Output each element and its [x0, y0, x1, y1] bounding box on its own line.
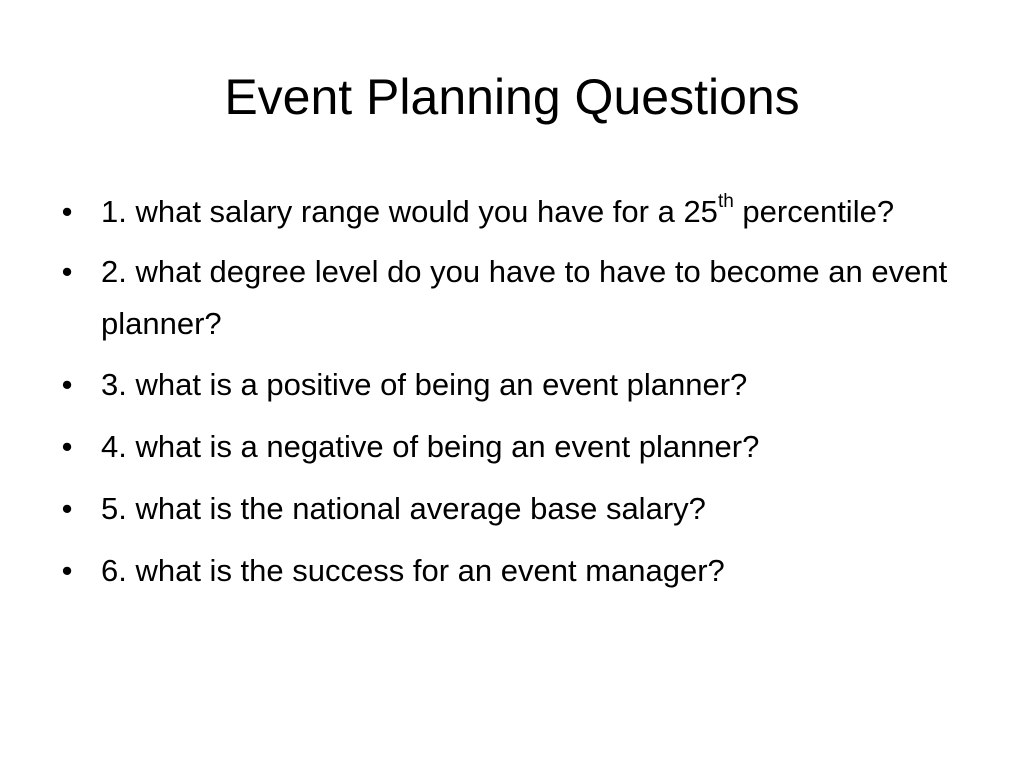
bullet-item-5 [56, 482, 956, 536]
bullet-item-1 [56, 186, 956, 238]
bullet-text-2: 2. what degree level do you have to have to become an event planner? [101, 254, 948, 341]
bullet-item-3 [56, 358, 956, 412]
bullet-text-4: 4. what is a negative of being an event planner? [101, 429, 760, 464]
bullet-text-1-continuation: percentile? [733, 194, 895, 229]
bullet-icon: • [61, 254, 73, 289]
bullet-item-6 [56, 544, 956, 598]
bullet-icon: • [61, 194, 73, 229]
ordinal-superscript: th [717, 190, 734, 212]
bullet-icon: • [61, 429, 73, 464]
bullet-text-5: 5. what is the national average base salary? [101, 491, 706, 526]
bullet-icon: • [61, 553, 73, 588]
bullet-item-2 [56, 246, 956, 350]
bullet-text-3: 3. what is a positive of being an event planner? [101, 367, 748, 402]
bullet-icon: • [61, 367, 73, 402]
slide-title: Event Planning Questions [224, 69, 800, 125]
bullet-icon: • [61, 491, 73, 526]
bullet-list [56, 186, 956, 606]
bullet-text-1: 1. what salary range would you have for a 25 [101, 194, 718, 229]
bullet-item-4 [56, 420, 956, 474]
bullet-text-6: 6. what is the success for an event manager? [101, 553, 725, 588]
